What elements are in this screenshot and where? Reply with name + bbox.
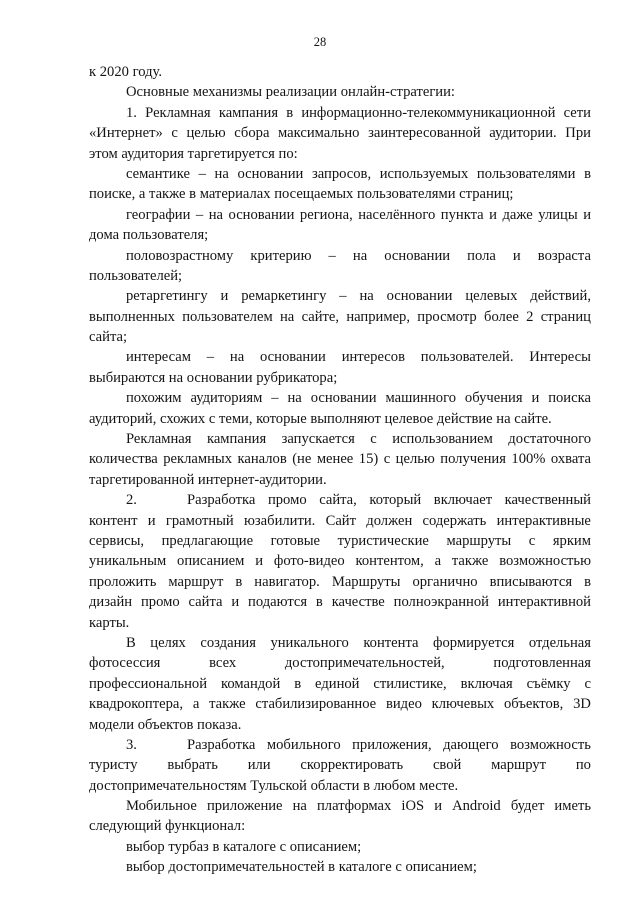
- text-line: ретаргетингу и ремаркетингу – на основании целевых действий,: [126, 288, 591, 305]
- text-line: квадрокоптера, а также стабилизированное видео ключевых объектов, 3D: [89, 696, 591, 713]
- numbered-paragraph-line: [89, 490, 591, 510]
- text-line: Разработка промо сайта, который включает качественный: [187, 492, 591, 509]
- list-number: 2.: [126, 492, 137, 509]
- text-line: этом аудитория таргетируется по:: [89, 145, 298, 162]
- text-line: Разработка мобильного приложения, дающего возможность: [187, 736, 591, 753]
- text-line: выбираются на основании рубрикатора;: [89, 369, 338, 386]
- text-line: контент и грамотный юзабилити. Сайт должен содержать интерактивные: [89, 512, 591, 529]
- text-line: проложить маршрут в навигатор. Маршруты органично вписываются в: [89, 573, 591, 590]
- text-line: дома пользователя;: [89, 227, 209, 244]
- text-line: туристу выбрать или скорректировать свой маршрут по: [89, 757, 591, 774]
- text-line: дизайн промо сайта и подаются в качестве полноэкранной интерактивной: [89, 594, 591, 611]
- text-line: карты.: [89, 614, 130, 631]
- text-line: Основные механизмы реализации онлайн-стратегии:: [126, 84, 455, 101]
- text-line: В целях создания уникального контента формируется отдельная: [126, 634, 591, 651]
- text-line: аудиторий, схожих с теми, которые выполняют целевое действие на сайте.: [89, 410, 552, 427]
- document-body: [89, 62, 591, 878]
- list-number: 3.: [126, 736, 137, 753]
- numbered-paragraph-line: [89, 735, 591, 755]
- text-line: географии – на основании региона, населённого пункта и даже улицы и: [126, 206, 591, 223]
- text-line: 1. Рекламная кампания в информационно-телекоммуникационной сети: [126, 104, 591, 121]
- text-line: количества рекламных каналов (не менее 15) с целью получения 100% охвата: [89, 451, 591, 468]
- text-line: похожим аудиториям – на основании машинного обучения и поиска: [126, 390, 591, 407]
- text-line: уникальным описанием и фото-видео контентом, а также возможностью: [89, 553, 591, 570]
- text-line: достопримечательностям Тульской области в любом месте.: [89, 777, 459, 794]
- text-line: «Интернет» с целью сбора максимально заинтересованной аудитории. При: [89, 125, 591, 142]
- text-line: Рекламная кампания запускается с использованием достаточного: [126, 431, 591, 448]
- text-line: сайта;: [89, 329, 128, 346]
- text-line: Мобильное приложение на платформах iOS и Android будет иметь: [126, 798, 591, 815]
- text-line: следующий функционал:: [89, 818, 246, 835]
- text-line: профессиональной командой в единой стилистике, включая съёмку с: [89, 675, 591, 692]
- text-line: выбор турбаз в каталоге с описанием;: [126, 838, 362, 855]
- text-line: таргетированной интернет-аудитории.: [89, 471, 327, 488]
- text-line: семантике – на основании запросов, используемых пользователями в: [126, 165, 591, 182]
- text-line: интересам – на основании интересов пользователей. Интересы: [126, 349, 591, 366]
- text-line: выбор достопримечательностей в каталоге с описанием;: [126, 859, 477, 876]
- text-line: сервисы, предлагающие готовые туристические маршруты с ярким: [89, 532, 591, 549]
- text-line: фотосессия всех достопримечательностей, подготовленная: [89, 655, 591, 672]
- text-line: поиске, а также в материалах посещаемых пользователями страниц;: [89, 186, 514, 203]
- text-line: к 2020 году.: [89, 64, 162, 80]
- page-number: 28: [313, 35, 327, 49]
- text-line: выполненных пользователем на сайте, например, просмотр более 2 страниц: [89, 308, 591, 325]
- text-line: модели объектов показа.: [89, 716, 242, 733]
- text-line: пользователей;: [89, 267, 183, 284]
- text-line: половозрастному критерию – на основании пола и возраста: [126, 247, 591, 264]
